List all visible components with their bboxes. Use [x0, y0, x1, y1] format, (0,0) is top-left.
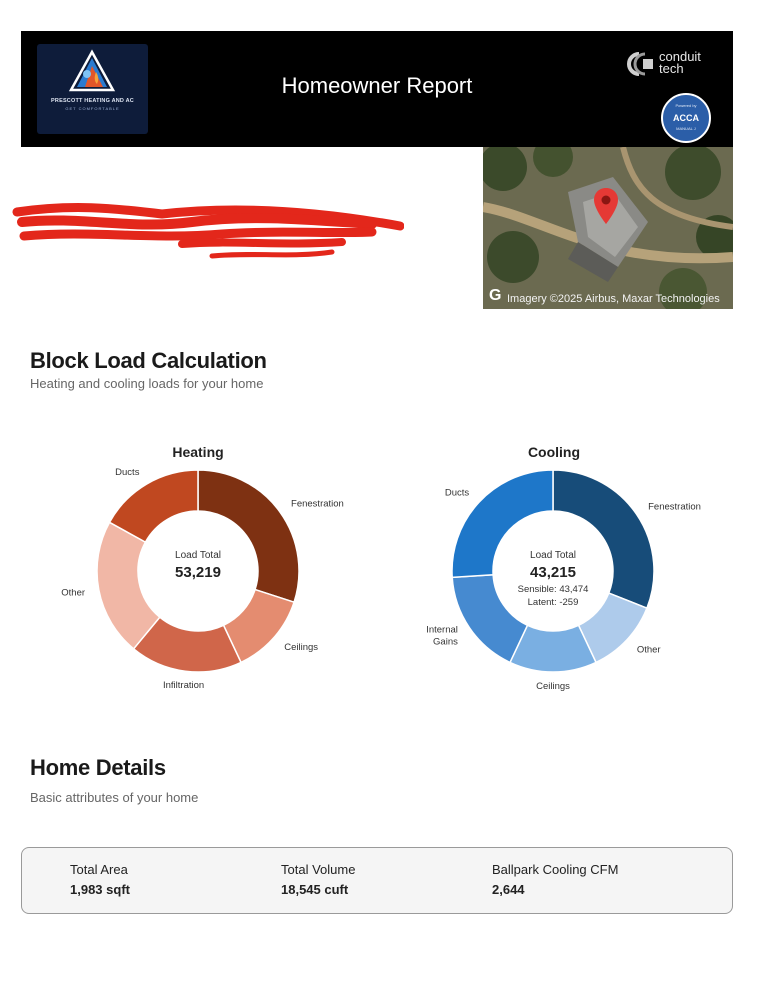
donut-slice	[452, 575, 527, 663]
conduit-line-2: tech	[659, 61, 684, 76]
heating-donut-chart	[60, 465, 360, 695]
conduit-tech-icon	[623, 51, 657, 77]
slice-label: Infiltration	[162, 680, 205, 692]
acca-manual: MANUAL J	[676, 126, 696, 131]
satellite-map[interactable]	[483, 147, 733, 309]
detail-total-area	[70, 862, 130, 897]
redacted-address	[12, 200, 404, 270]
home-details-title: Home Details	[30, 755, 166, 780]
cooling-donut-chart	[416, 465, 716, 695]
detail-label: Total Area	[70, 862, 128, 877]
cooling-latent: Latent: -259	[527, 597, 579, 608]
home-details-subtitle: Basic attributes of your home	[30, 790, 199, 805]
cooling-sensible: Sensible: 43,474	[517, 584, 589, 595]
satellite-imagery	[483, 147, 733, 309]
block-load-title: Block Load Calculation	[30, 348, 267, 373]
map-imagery-credit: Imagery ©2025 Airbus, Maxar Technologies	[507, 293, 720, 305]
block-load-subtitle: Heating and cooling loads for your home	[30, 376, 264, 391]
slice-label: Fenestration	[648, 501, 701, 513]
report-title: Homeowner Report	[281, 73, 473, 98]
slice-label: Other	[636, 644, 661, 656]
heating-chart-title: Heating	[172, 444, 224, 460]
cooling-center-value: 43,215	[530, 564, 576, 581]
slice-label: Ducts	[444, 487, 470, 499]
slice-label: Ducts	[115, 467, 140, 479]
company-name: PRESCOTT HEATING AND AC	[51, 98, 134, 104]
donut-slice	[198, 470, 299, 602]
acca-label: ACCA	[673, 113, 699, 123]
detail-value: 2,644	[492, 882, 525, 897]
home-details-card	[21, 847, 733, 914]
detail-label: Ballpark Cooling CFM	[492, 862, 619, 877]
acca-badge	[661, 93, 711, 143]
donut-slice	[452, 470, 553, 577]
heating-center-value: 53,219	[175, 564, 221, 581]
detail-cooling-cfm	[492, 862, 618, 897]
detail-value: 1,983 sqft	[70, 882, 130, 897]
cooling-chart-title: Cooling	[527, 444, 581, 460]
detail-value: 18,545 cuft	[281, 882, 349, 897]
slice-label: Internal	[426, 624, 458, 636]
conduit-line-1: conduit	[659, 49, 701, 64]
heating-center-label: Load Total	[175, 550, 221, 561]
google-logo: G	[489, 287, 502, 304]
slice-label: Gains	[433, 636, 458, 648]
slice-label: Ceilings	[536, 681, 570, 692]
slice-label: Ceilings	[284, 642, 319, 654]
acca-powered-by: Powered by	[675, 103, 697, 108]
detail-label: Total Volume	[281, 862, 356, 877]
detail-total-volume	[281, 862, 355, 897]
location-pin-icon[interactable]	[593, 187, 619, 225]
company-tagline: GET COMFORTABLE	[65, 106, 120, 111]
conduit-tech-logo	[623, 51, 723, 79]
slice-label: Fenestration	[291, 498, 344, 510]
report-header	[21, 31, 733, 147]
slice-label: Other	[61, 587, 86, 599]
cooling-center-label: Load Total	[530, 550, 576, 561]
